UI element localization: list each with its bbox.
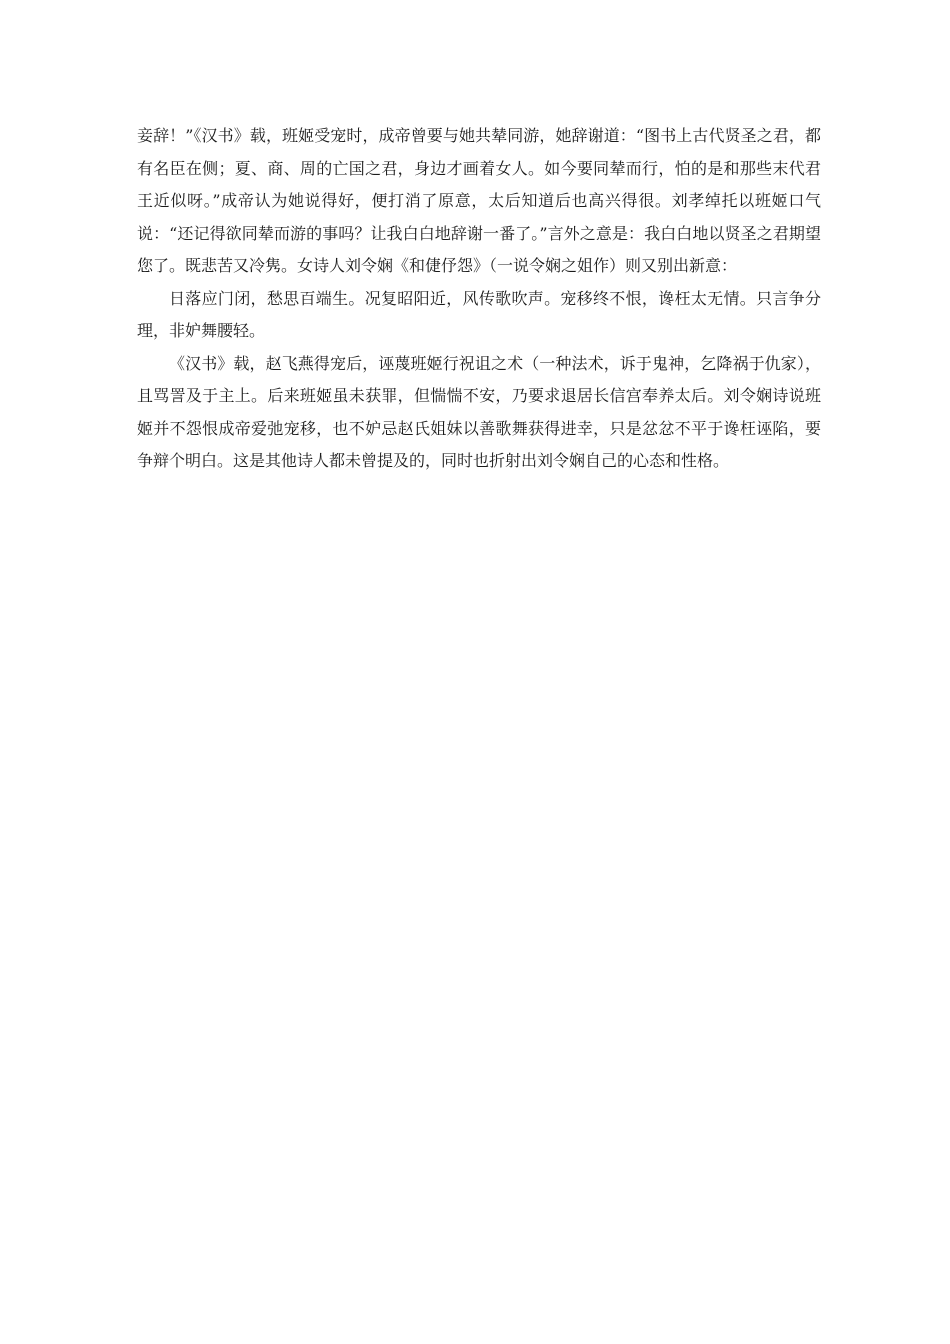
paragraph-continuation: 妾辞！”《汉书》载，班姬受宠时，成帝曾要与她共辇同游，她辞谢道：“图书上古代贤圣之君，都有名臣在侧；夏、商、周的亡国之君，身边才画着女人。如今要同辇而行，怕的是和那些末代君王近似呀。”成帝认为她说得好，便打消了原意，太后知道后也高兴得很。刘孝绰托以班姬口气说：“还记得欲同辇而游的事吗？让我白白地辞谢一番了。”言外之意是：我白白地以贤圣之君期望您了。既悲苦又冷隽。女诗人刘令娴《和倢伃怨》（一说令娴之姐作）则又别出新意： <box>137 126 821 275</box>
paragraph-commentary: 《汉书》载，赵飞燕得宠后，诬蔑班姬行祝诅之术（一种法术，诉于鬼神，乞降祸于仇家），且骂詈及于主上。后来班姬虽未获罪，但惴惴不安，乃要求退居长信宫奉养太后。刘令娴诗说班姬并不怨恨成帝爱弛宠移，也不妒忌赵氏姐妹以善歌舞获得进幸，只是忿忿不平于谗枉诬陷，要争辩个明白。这是其他诗人都未曾提及的，同时也折射出刘令娴自己的心态和性格。 <box>137 353 821 470</box>
paragraph-poem: 日落应门闭，愁思百端生。况复昭阳近，风传歌吹声。宠移终不恨，谗枉太无情。只言争分理，非妒舞腰轻。 <box>137 288 821 340</box>
document-body <box>137 120 821 478</box>
